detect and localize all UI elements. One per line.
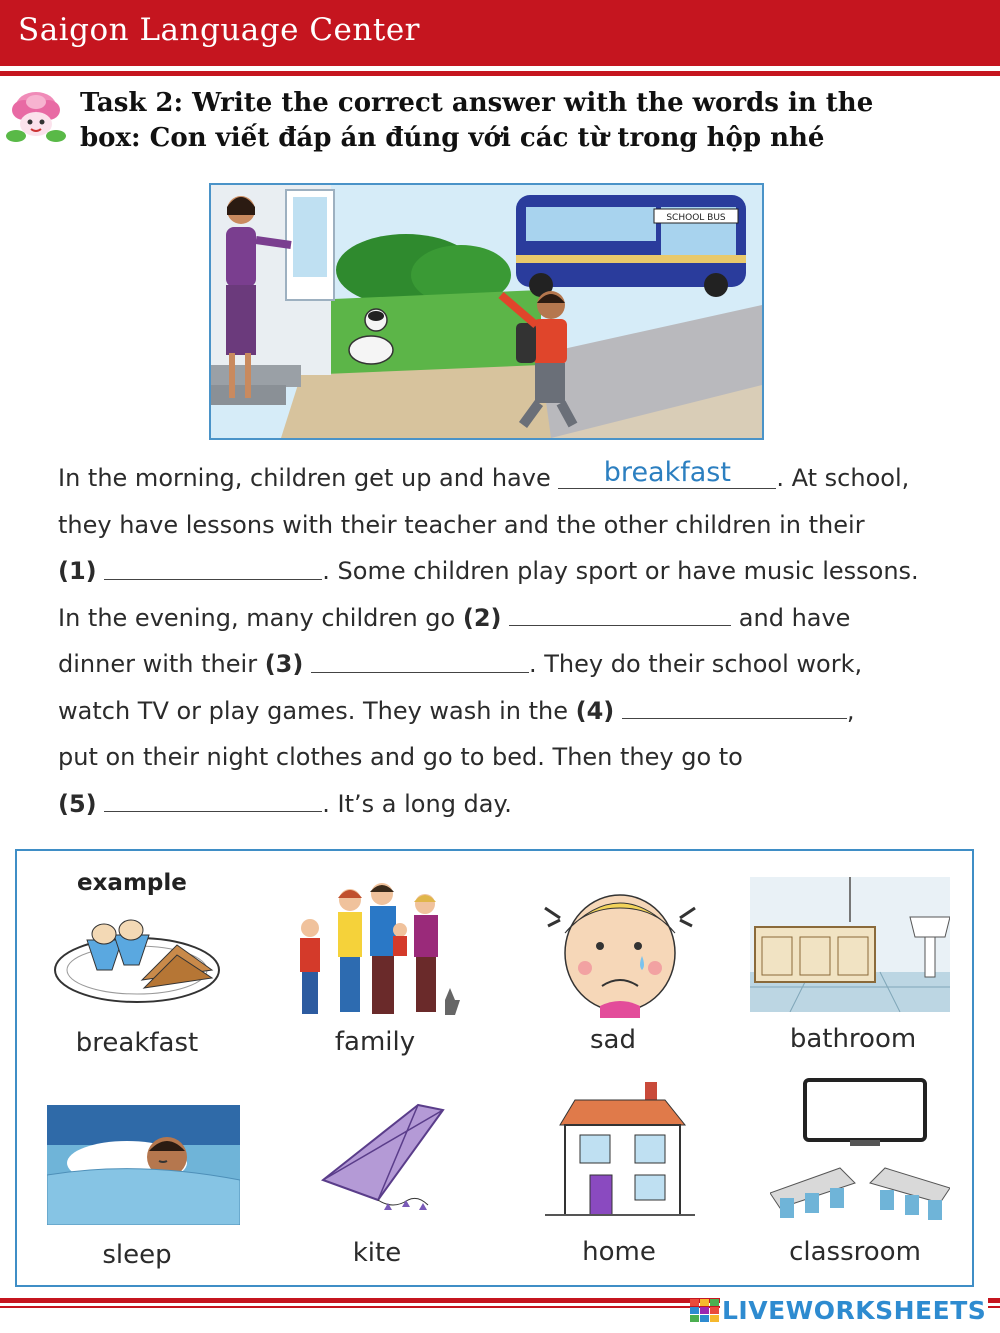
example-label: example [77, 870, 187, 896]
passage-line [58, 455, 973, 502]
answer-blank-1[interactable] [104, 553, 322, 580]
passage-text: they have lessons with their teacher and the other children in their [58, 510, 865, 539]
morning-scene-illustration [209, 183, 764, 440]
passage-text: . At school, [776, 464, 910, 492]
question-number-3: (3) [264, 650, 304, 678]
passage-text: watch TV or play games. They wash in the [58, 696, 568, 725]
breakfast-picture [52, 900, 222, 1010]
word-label: bathroom [789, 1024, 917, 1054]
passage-text: . Some children play sport or have music lessons. [322, 557, 919, 585]
family-picture [290, 870, 465, 1020]
passage-text: . They do their school work, [528, 650, 863, 678]
passage-line [58, 502, 973, 549]
word-label: classroom [789, 1237, 921, 1267]
question-number-1: (1) [58, 557, 97, 585]
passage-line [58, 595, 973, 642]
passage-text: and have [738, 603, 851, 632]
word-label: sad [590, 1025, 636, 1055]
word-label: breakfast [75, 1028, 199, 1058]
passage-text: In the morning, children get up and have [58, 464, 551, 492]
sad-face-picture [540, 878, 700, 1018]
passage-line [58, 688, 973, 735]
word-label: kite [352, 1238, 402, 1268]
passage-text: , [846, 696, 855, 725]
question-number-2: (2) [462, 603, 502, 632]
passage-text: . It’s a long day. [322, 789, 512, 818]
passage-text: put on their night clothes and go to bed. Then they go to [58, 743, 743, 771]
passage-line [58, 641, 973, 688]
answer-blank-5[interactable] [104, 785, 322, 812]
liveworksheets-logo-icon [690, 1299, 720, 1323]
passage-line [58, 734, 973, 781]
task-line-2: box: Con viết đáp án đúng với các từ trong hộp nhé [80, 123, 825, 153]
answer-blank-4[interactable] [622, 692, 847, 719]
task-line-1: Task 2: Write the correct answer with the words in the [80, 88, 874, 118]
question-number-4: (4) [575, 696, 615, 725]
header-bar [0, 0, 1000, 66]
passage-text: dinner with their [58, 650, 258, 678]
passage-line [58, 548, 973, 595]
header-title: Saigon Language Center [18, 12, 420, 48]
task-instruction [80, 86, 990, 156]
bus-sign: SCHOOL BUS [666, 213, 726, 223]
answer-blank-2[interactable] [509, 599, 731, 626]
word-label: sleep [102, 1240, 172, 1270]
passage-line [58, 781, 973, 828]
header-divider [0, 71, 1000, 76]
example-answer: breakfast [558, 458, 776, 489]
word-label: home [582, 1237, 656, 1267]
passage-text: In the evening, many children go [58, 603, 456, 632]
kite-picture [318, 1100, 448, 1225]
reading-passage [58, 455, 973, 827]
scene-drawing [211, 185, 762, 438]
answer-blank-3[interactable] [311, 646, 529, 673]
sleep-picture [47, 1105, 240, 1225]
flower-icon [4, 86, 68, 150]
home-picture [545, 1080, 695, 1220]
word-label: family [334, 1027, 416, 1057]
bathroom-picture [750, 877, 950, 1012]
classroom-picture [770, 1078, 950, 1228]
question-number-5: (5) [58, 789, 97, 818]
liveworksheets-brand[interactable]: LIVEWORKSHEETS [722, 1296, 987, 1325]
